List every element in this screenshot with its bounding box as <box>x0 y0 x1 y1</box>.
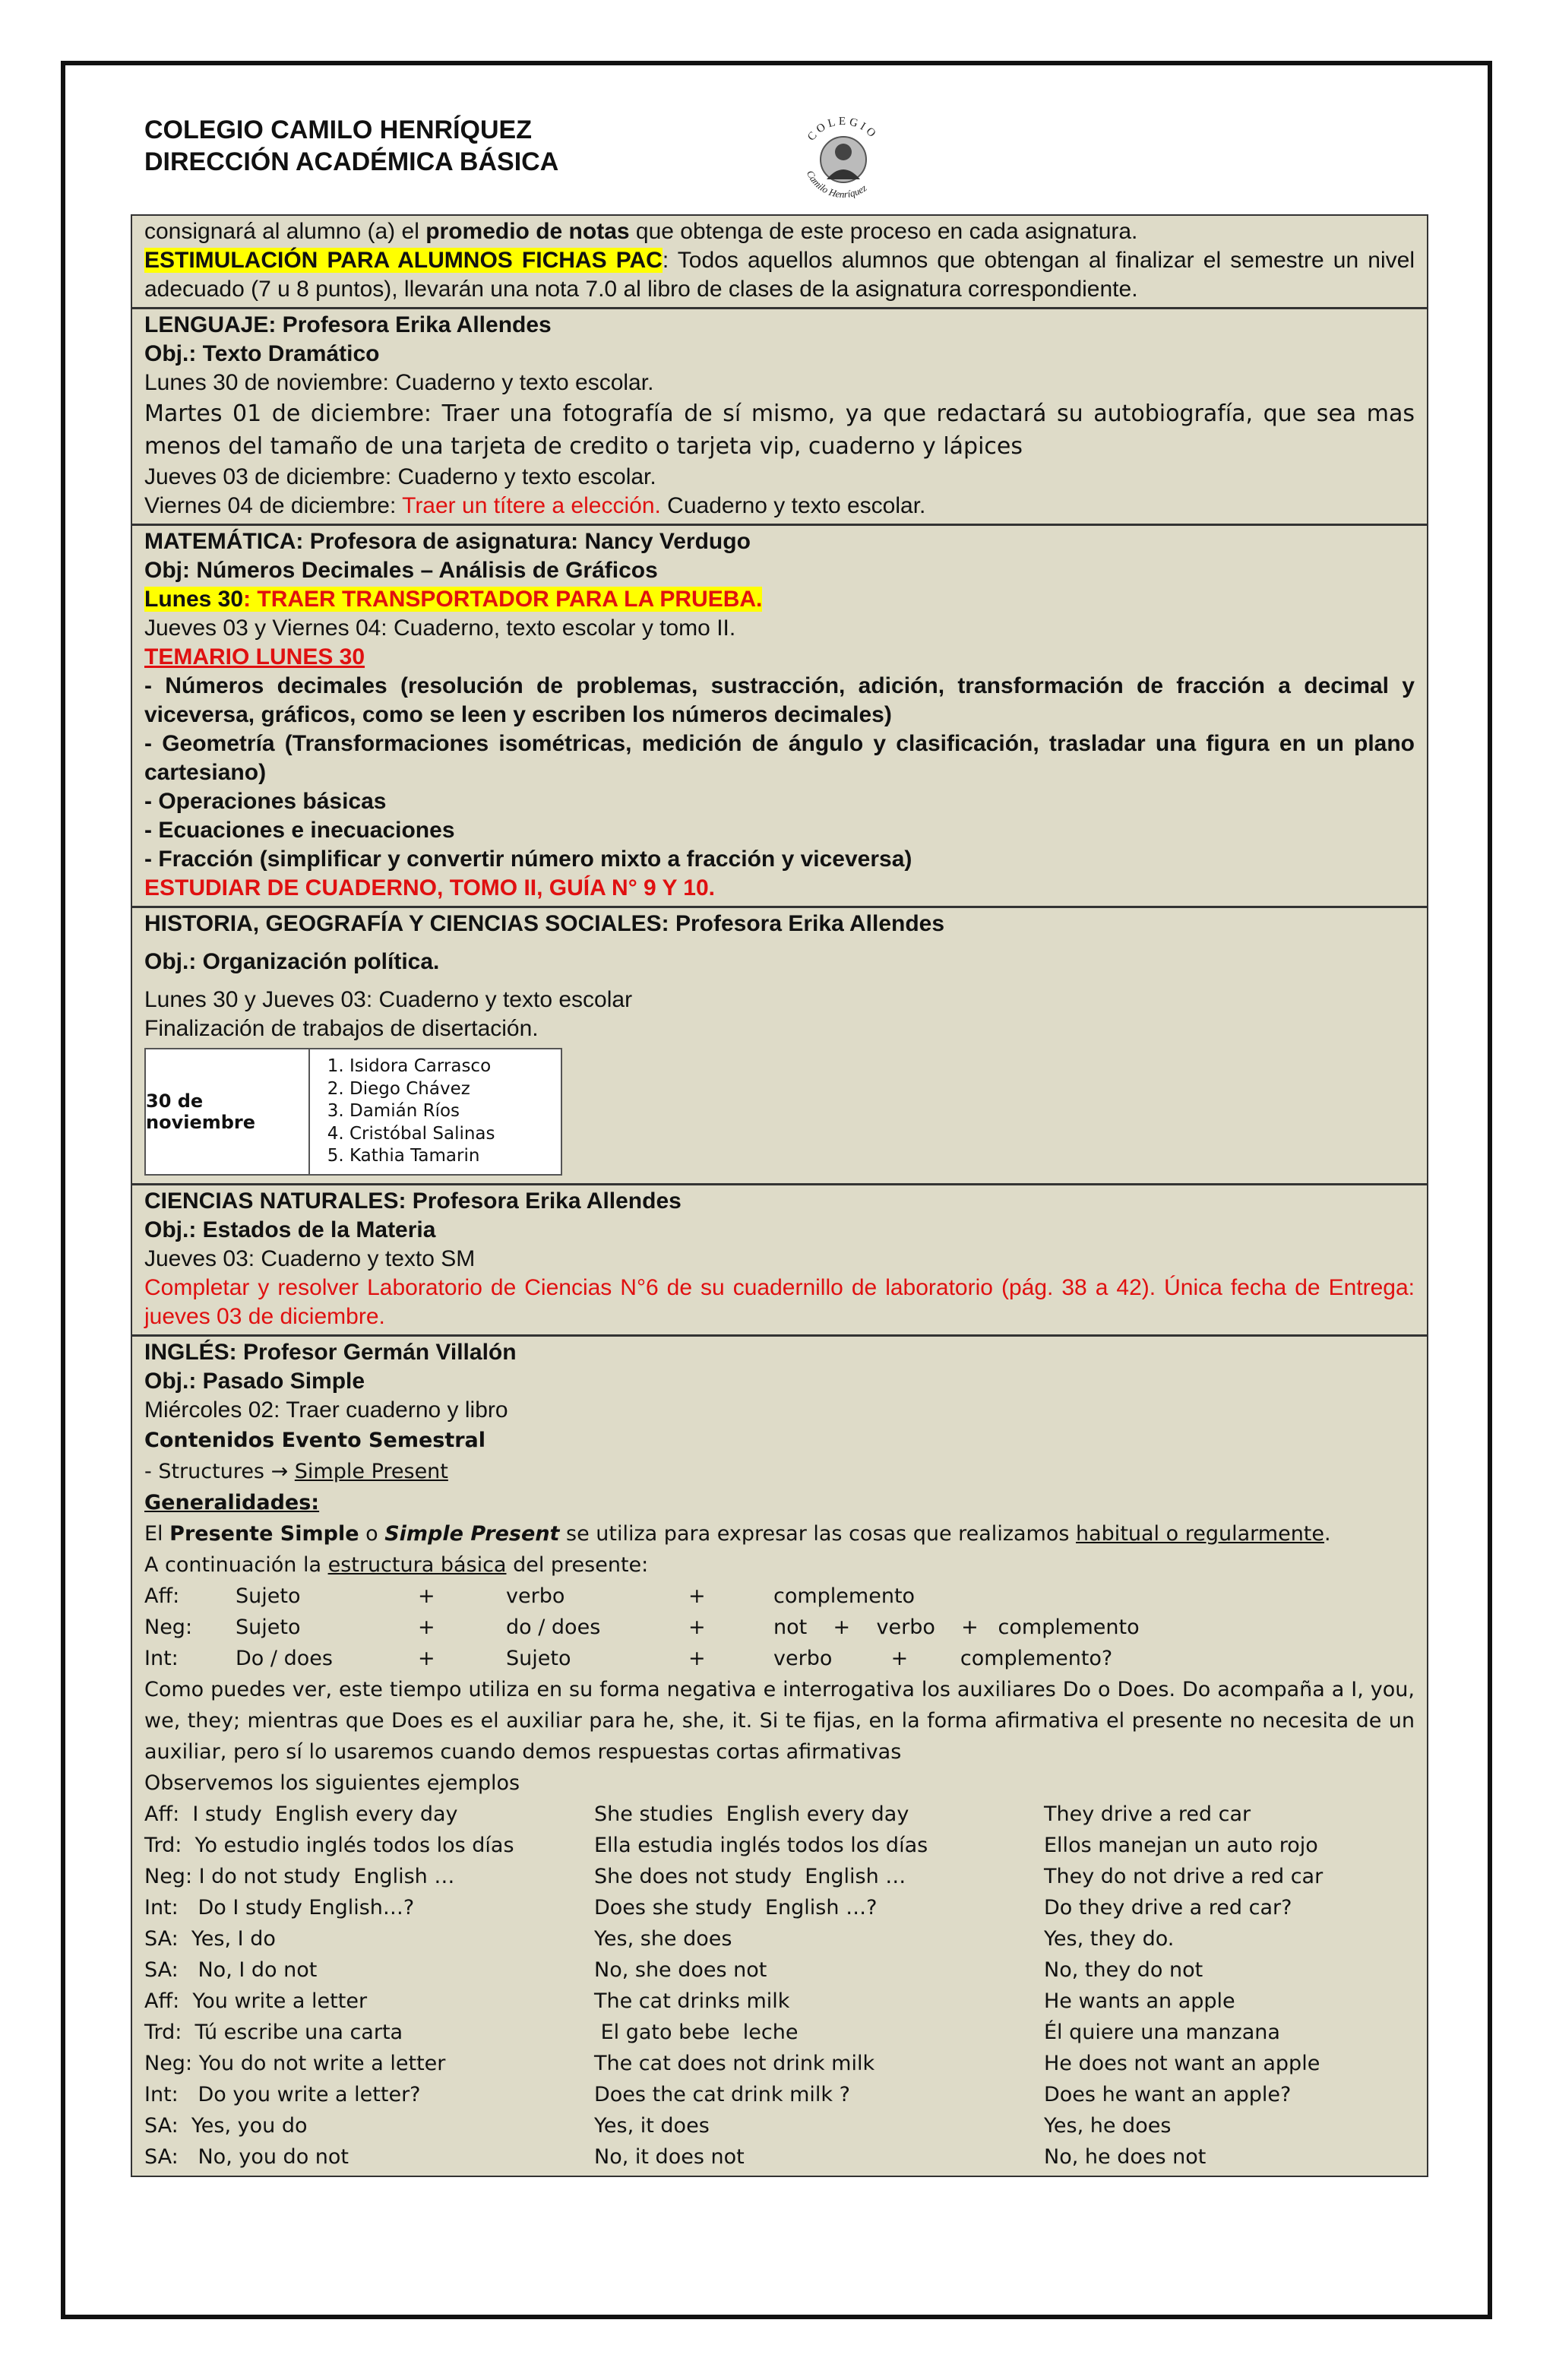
example-cell: Él quiere una manzana <box>1044 2021 1280 2044</box>
structure-row: Neg: Sujeto + do / does + not + verbo + complemento <box>144 1616 1140 1639</box>
matematica-title: MATEMÁTICA: Profesora de asignatura: Nancy Verdugo <box>144 529 751 554</box>
intro-section <box>132 216 1427 309</box>
example-row <box>144 1830 1415 1861</box>
logo-top-text: COLEGIO <box>805 115 881 144</box>
matematica-line-2: Jueves 03 y Viernes 04: Cuaderno, texto escolar y tomo II. <box>144 616 736 641</box>
example-cell: Yes, he does <box>1044 2114 1172 2138</box>
ciencias-title: CIENCIAS NATURALES: Profesora Erika Allendes <box>144 1188 682 1214</box>
examples-table <box>144 1799 1415 2173</box>
example-row <box>144 1954 1415 1986</box>
example-cell: Trd: Tú escribe una carta <box>144 2021 403 2044</box>
example-cell: No, she does not <box>594 1958 767 1982</box>
estudiar-note: ESTUDIAR DE CUADERNO, TOMO II, GUÍA N° 9 Y 10. <box>144 875 716 900</box>
example-row <box>144 1986 1415 2017</box>
example-row <box>144 2048 1415 2079</box>
example-cell: Does she study English …? <box>594 1896 878 1920</box>
example-row <box>144 2110 1415 2141</box>
structures-line: - Structures → Simple Present <box>144 1460 448 1483</box>
generalidades-p2: A continuación la estructura básica del presente: <box>144 1553 649 1577</box>
example-row <box>144 2141 1415 2173</box>
structure-row: Aff: Sujeto + verbo + complemento <box>144 1584 916 1608</box>
example-cell: Trd: Yo estudio inglés todos los días <box>144 1834 514 1857</box>
example-cell: No, it does not <box>594 2145 745 2169</box>
department-name: DIRECCIÓN ACADÉMICA BÁSICA <box>144 147 559 176</box>
schedule-document <box>131 214 1428 2177</box>
document-header <box>144 114 558 178</box>
school-name: COLEGIO CAMILO HENRÍQUEZ <box>144 116 532 144</box>
example-cell: Yes, she does <box>594 1927 732 1951</box>
example-cell: Do they drive a red car? <box>1044 1896 1292 1920</box>
example-cell: SA: No, you do not <box>144 2145 349 2169</box>
temario-title: TEMARIO LUNES 30 <box>144 644 365 669</box>
example-row <box>144 1923 1415 1954</box>
example-row <box>144 1799 1415 1830</box>
generalidades-p1: El Presente Simple o Simple Present se utiliza para expresar las cosas que realizamos habitual o regularmente. <box>144 1522 1331 1546</box>
example-cell: He does not want an apple <box>1044 2052 1320 2075</box>
example-cell: He wants an apple <box>1044 1989 1235 2013</box>
historia-line-1: Lunes 30 y Jueves 03: Cuaderno y texto escolar <box>144 987 633 1012</box>
example-cell: Ella estudia inglés todos los días <box>594 1834 928 1857</box>
example-cell: She does not study English … <box>594 1865 906 1888</box>
generalidades-heading: Generalidades: <box>144 1491 320 1514</box>
matematica-objective: Obj: Números Decimales – Análisis de Gráficos <box>144 558 658 583</box>
example-row <box>144 1861 1415 1892</box>
historia-line-2: Finalización de trabajos de disertación. <box>144 1016 539 1041</box>
historia-section <box>132 908 1427 1185</box>
arrow-icon: → <box>270 1460 289 1483</box>
logo-bottom-text: Camilo Henríquez <box>804 168 869 201</box>
student-item: 5. Kathia Tamarin <box>349 1145 495 1168</box>
example-row <box>144 1892 1415 1923</box>
example-cell: The cat does not drink milk <box>594 2052 875 2075</box>
student-item: 3. Damián Ríos <box>349 1100 495 1123</box>
structure-table <box>144 1581 1415 1674</box>
historia-title: HISTORIA, GEOGRAFÍA Y CIENCIAS SOCIALES: Profesora Erika Allendes <box>144 911 945 936</box>
example-cell: She studies English every day <box>594 1802 909 1826</box>
matematica-section <box>132 526 1427 908</box>
example-cell: Does he want an apple? <box>1044 2083 1292 2106</box>
presentation-table <box>144 1048 562 1176</box>
ingles-objective: Obj.: Pasado Simple <box>144 1369 365 1394</box>
temario-item-4: - Ecuaciones e inecuaciones <box>144 818 455 843</box>
example-cell: SA: No, I do not <box>144 1958 318 1982</box>
ciencias-objective: Obj.: Estados de la Materia <box>144 1217 436 1242</box>
student-item: 4. Cristóbal Salinas <box>349 1123 495 1146</box>
contenidos-heading: Contenidos Evento Semestral <box>144 1429 486 1452</box>
lenguaje-title: LENGUAJE: Profesora Erika Allendes <box>144 312 552 337</box>
example-cell: Neg: I do not study English … <box>144 1865 455 1888</box>
ingles-section <box>132 1337 1427 2176</box>
intro-line-1: consignará al alumno (a) el promedio de notas que obtenga de este proceso en cada asignatura. <box>144 219 1138 244</box>
example-cell: The cat drinks milk <box>594 1989 790 2013</box>
ingles-title: INGLÉS: Profesor Germán Villalón <box>144 1340 517 1365</box>
student-item: 1. Isidora Carrasco <box>349 1055 495 1078</box>
example-row <box>144 2017 1415 2048</box>
generalidades-p4: Observemos los siguientes ejemplos <box>144 1771 520 1795</box>
temario-item-2: - Geometría (Transformaciones isométricas, medición de ángulo y clasificación, trasladar una figura en un plano cartesiano) <box>144 731 1415 785</box>
lenguaje-line-2: Martes 01 de diciembre: Traer una fotografía de sí mismo, ya que redactará su autobiografía, que sea mas menos del tamaño de una tarjeta de credito o tarjeta vip, cuaderno y lápices <box>144 400 1415 460</box>
ciencias-section <box>132 1185 1427 1337</box>
presentation-date: 30 de noviembre <box>146 1049 310 1174</box>
generalidades-p3: Como puedes ver, este tiempo utiliza en su forma negativa e interrogativa los auxiliares Do o Does. Do acompaña a I, you, we, they; mientras que Does es el auxiliar para he, she, it. Si te fijas, en la forma afirmativa el presente no necesita de un auxiliar, pero sí lo usaremos cuando demos respuestas cortas afirmativas <box>144 1678 1415 1764</box>
ciencias-line-2: Completar y resolver Laboratorio de Ciencias N°6 de su cuadernillo de laboratorio (pág. 38 a 42). Única fecha de Entrega: jueves 03 de diciembre. <box>144 1275 1415 1329</box>
example-cell: Does the cat drink milk ? <box>594 2083 850 2106</box>
lenguaje-objective: Obj.: Texto Dramático <box>144 341 380 366</box>
temario-item-1: - Números decimales (resolución de problemas, sustracción, adición, transformación de fracción a decimal y viceversa, gráficos, como se leen y escriben los números decimales) <box>144 673 1415 727</box>
structure-row: Int: Do / does + Sujeto + verbo + complemento? <box>144 1647 1113 1670</box>
example-cell: El gato bebe leche <box>594 2021 799 2044</box>
student-list <box>310 1055 495 1174</box>
example-cell: Yes, they do. <box>1044 1927 1175 1951</box>
historia-objective: Obj.: Organización política. <box>144 949 440 974</box>
example-cell: SA: Yes, you do <box>144 2114 308 2138</box>
lenguaje-section <box>132 309 1427 526</box>
example-cell: Int: Do you write a letter? <box>144 2083 421 2106</box>
example-cell: Ellos manejan un auto rojo <box>1044 1834 1318 1857</box>
example-cell: They drive a red car <box>1044 1802 1251 1826</box>
example-cell: Yes, it does <box>594 2114 710 2138</box>
example-row <box>144 2079 1415 2110</box>
example-cell: SA: Yes, I do <box>144 1927 276 1951</box>
example-cell: Aff: You write a letter <box>144 1989 368 2013</box>
temario-item-3: - Operaciones básicas <box>144 789 387 814</box>
matematica-line-1: Lunes 30: TRAER TRANSPORTADOR PARA LA PRUEBA. <box>144 587 763 612</box>
example-cell: Neg: You do not write a letter <box>144 2052 446 2075</box>
example-cell: They do not drive a red car <box>1044 1865 1324 1888</box>
example-cell: No, he does not <box>1044 2145 1207 2169</box>
pac-highlight: ESTIMULACIÓN PARA ALUMNOS FICHAS PAC <box>144 248 663 273</box>
example-cell: No, they do not <box>1044 1958 1203 1982</box>
lenguaje-line-4: Viernes 04 de diciembre: Traer un títere a elección. Cuaderno y texto escolar. <box>144 493 926 518</box>
example-cell: Int: Do I study English…? <box>144 1896 415 1920</box>
lenguaje-line-3: Jueves 03 de diciembre: Cuaderno y texto escolar. <box>144 464 656 489</box>
ciencias-line-1: Jueves 03: Cuaderno y texto SM <box>144 1246 476 1271</box>
school-logo <box>790 114 897 205</box>
temario-item-5: - Fracción (simplificar y convertir número mixto a fracción y viceversa) <box>144 847 912 872</box>
intro-line-2: ESTIMULACIÓN PARA ALUMNOS FICHAS PAC: Todos aquellos alumnos que obtengan al finalizar el semestre un nivel adecuado (7 u 8 puntos), llevarán una nota 7.0 al libro de clases de la asignatura correspondiente. <box>144 248 1415 302</box>
student-item: 2. Diego Chávez <box>349 1078 495 1101</box>
example-cell: Aff: I study English every day <box>144 1802 458 1826</box>
lenguaje-line-1: Lunes 30 de noviembre: Cuaderno y texto escolar. <box>144 370 654 395</box>
ingles-line-1: Miércoles 02: Traer cuaderno y libro <box>144 1397 508 1423</box>
